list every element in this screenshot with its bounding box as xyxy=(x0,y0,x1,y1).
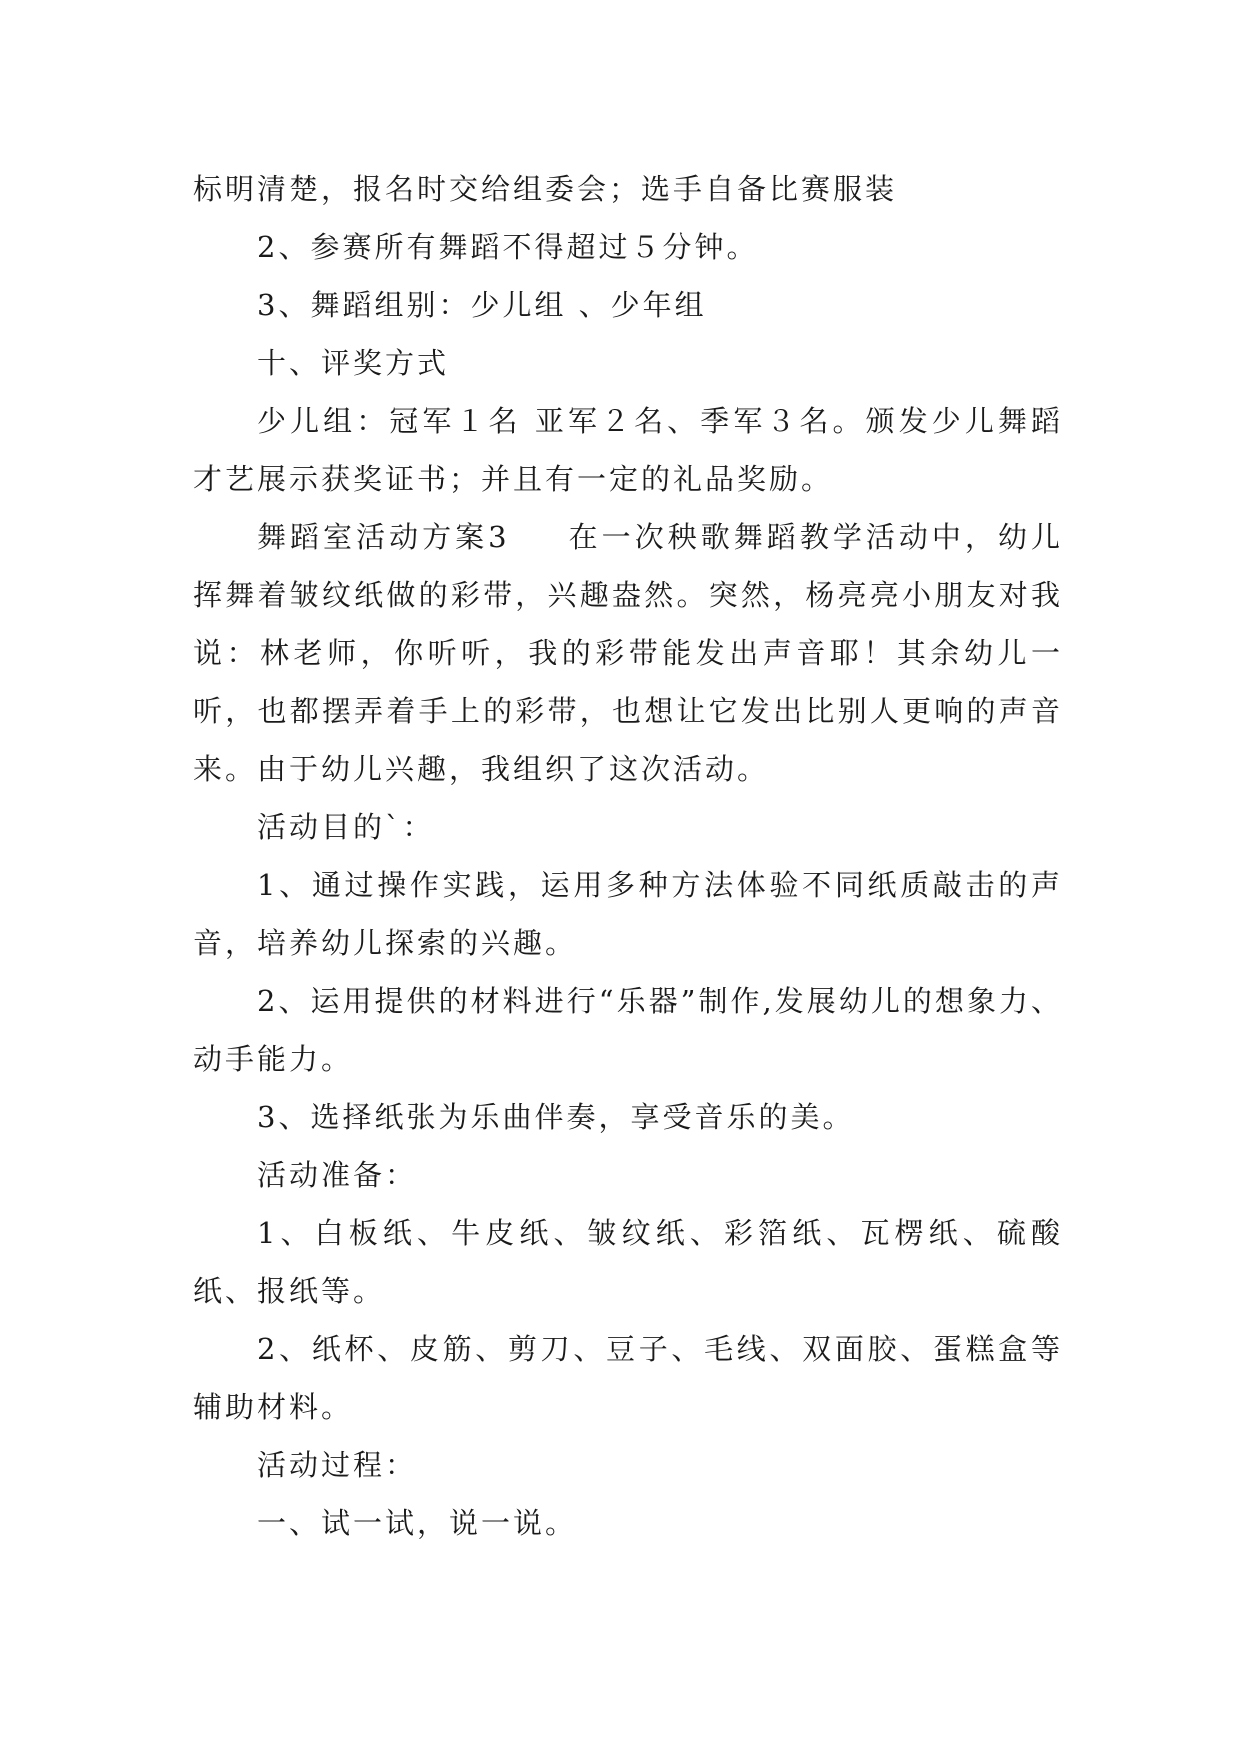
paragraph-process-step-1: 一、试一试，说一说。 xyxy=(257,1506,578,1540)
paragraph-children-awards: 少儿组：冠军１名 亚军２名、季军３名。颁发少儿舞蹈才艺展示获奖证书；并且有一定的礼品奖励。 xyxy=(193,404,1063,496)
paragraph-goal-2: 2、运用提供的材料进行“乐器”制作,发展幼儿的想象力、动手能力。 xyxy=(193,984,1063,1076)
paragraph-plan-3-intro xyxy=(193,508,1063,798)
document-body xyxy=(193,160,1063,1552)
paragraph-preparation-2: 2、纸杯、皮筋、剪刀、豆子、毛线、双面胶、蛋糕盒等辅助材料。 xyxy=(193,1332,1063,1424)
paragraph-dance-groups: 3、舞蹈组别：少儿组 、少年组 xyxy=(257,288,707,322)
paragraph-goal-3: 3、选择纸张为乐曲伴奏，享受音乐的美。 xyxy=(257,1100,855,1134)
section-heading-award-method: 十、评奖方式 xyxy=(257,346,450,380)
paragraph-registration-note: 标明清楚，报名时交给组委会；选手自备比赛服装 xyxy=(193,172,898,206)
section-heading-activity-goals: 活动目的`： xyxy=(257,810,435,844)
plan-3-heading: 舞蹈室活动方案3 xyxy=(257,520,510,554)
paragraph-goal-1: 1、通过操作实践，运用多种方法体验不同纸质敲击的声音，培养幼儿探索的兴趣。 xyxy=(193,868,1063,960)
paragraph-dance-duration: 2、参赛所有舞蹈不得超过５分钟。 xyxy=(257,230,759,264)
section-heading-activity-preparation: 活动准备： xyxy=(257,1158,418,1192)
section-heading-activity-process: 活动过程： xyxy=(257,1448,418,1482)
plan-3-intro-text: 在一次秧歌舞蹈教学活动中，幼儿挥舞着皱纹纸做的彩带，兴趣盎然。突然，杨亮亮小朋友对我说：林老师，你听听，我的彩带能发出声音耶！其余幼儿一听，也都摆弄着手上的彩带，也想让它发出比别人更响的声音来。由于幼儿兴趣，我组织了这次活动。 xyxy=(193,520,1063,786)
paragraph-preparation-1: 1、白板纸、牛皮纸、皱纹纸、彩箔纸、瓦楞纸、硫酸纸、报纸等。 xyxy=(193,1216,1063,1308)
